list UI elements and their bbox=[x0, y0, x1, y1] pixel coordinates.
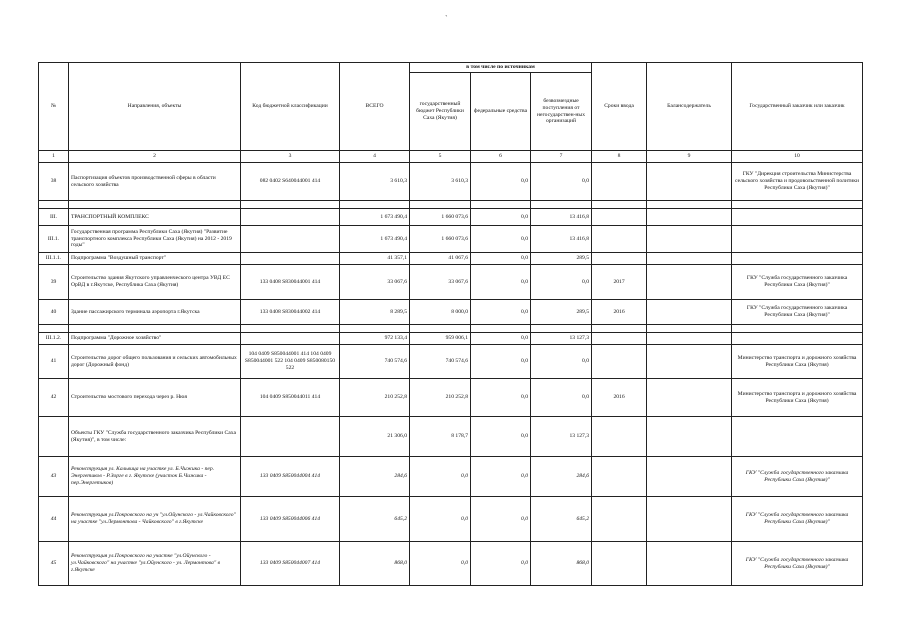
row-customer bbox=[732, 253, 863, 265]
row-customer: Министерство транспорта и дорожного хозяйства Республики Саха (Якутия) bbox=[732, 345, 863, 379]
column-number: 1 bbox=[39, 151, 69, 163]
table-row bbox=[39, 457, 863, 497]
column-number: 10 bbox=[732, 151, 863, 163]
row-total: 33 067,6 bbox=[340, 265, 410, 300]
row-state: 8 178,7 bbox=[410, 417, 471, 457]
row-term: 2016 bbox=[592, 300, 647, 325]
row-term bbox=[592, 497, 647, 542]
row-customer: Министерство транспорта и дорожного хозяйства Республики Саха (Якутия) bbox=[732, 379, 863, 417]
row-code: 133 0408 S830044002 414 bbox=[241, 300, 340, 325]
row-term bbox=[592, 417, 647, 457]
row-state: 1 660 073,6 bbox=[410, 209, 471, 226]
row-code bbox=[241, 209, 340, 226]
header-federal: федеральные средства bbox=[471, 73, 531, 151]
table-row bbox=[39, 497, 863, 542]
header-no: № bbox=[39, 63, 69, 151]
column-number: 9 bbox=[647, 151, 732, 163]
investment-table bbox=[38, 62, 863, 586]
table-row bbox=[39, 417, 863, 457]
row-holder bbox=[647, 345, 732, 379]
row-total: 645,2 bbox=[340, 497, 410, 542]
row-term bbox=[592, 209, 647, 226]
table-row bbox=[39, 333, 863, 345]
row-grants: 645,2 bbox=[531, 497, 592, 542]
column-number: 3 bbox=[241, 151, 340, 163]
row-code bbox=[241, 253, 340, 265]
row-term bbox=[592, 226, 647, 253]
row-federal: 0,0 bbox=[471, 265, 531, 300]
row-federal: 0,0 bbox=[471, 542, 531, 586]
row-state: 8 000,0 bbox=[410, 300, 471, 325]
row-federal: 0,0 bbox=[471, 345, 531, 379]
row-code: 104 0409 S850044011 414 bbox=[241, 379, 340, 417]
row-code bbox=[241, 417, 340, 457]
row-state: 3 610,3 bbox=[410, 163, 471, 201]
header-code: Код бюджетной классификации bbox=[241, 63, 340, 151]
row-no: III. bbox=[39, 209, 69, 226]
row-name: ТРАНСПОРТНЫЙ КОМПЛЕКС bbox=[69, 209, 241, 226]
row-holder bbox=[647, 417, 732, 457]
row-federal: 0,0 bbox=[471, 253, 531, 265]
row-state: 0,0 bbox=[410, 457, 471, 497]
header-sources-group: в том числе по источникам bbox=[410, 63, 592, 73]
row-holder bbox=[647, 226, 732, 253]
header-total: ВСЕГО bbox=[340, 63, 410, 151]
row-total: 8 289,5 bbox=[340, 300, 410, 325]
row-state: 959 006,1 bbox=[410, 333, 471, 345]
row-name: Строительство здания Якутского упрaвленческого центра УВД ЕС ОрВД в г.Якутске, Республика Саха (Якутия) bbox=[69, 265, 241, 300]
row-federal: 0,0 bbox=[471, 226, 531, 253]
row-name: Паспортизация объектов производственной сферы в области сельского хозяйства bbox=[69, 163, 241, 201]
row-customer: ГКУ "Служба государственного заказчика Республики Саха (Якутия)" bbox=[732, 300, 863, 325]
row-name: Строительство мостового перехода через р. Нюя bbox=[69, 379, 241, 417]
column-number: 7 bbox=[531, 151, 592, 163]
table-row bbox=[39, 253, 863, 265]
row-term bbox=[592, 457, 647, 497]
row-total: 1 673 490,4 bbox=[340, 226, 410, 253]
row-no: 38 bbox=[39, 163, 69, 201]
row-total: 210 252,8 bbox=[340, 379, 410, 417]
row-customer: ГКУ "Дирекция строительства Министерства сельского хозяйства и продовольственной политики Республики Саха (Якутия)" bbox=[732, 163, 863, 201]
row-code: 104 0409 S850044001 414 104 0409 S850044001 522 104 0409 S850080150 522 bbox=[241, 345, 340, 379]
row-grants: 289,5 bbox=[531, 253, 592, 265]
row-name: Строительство дорог общего пользования и сельских автомобильных дорог (Дорожный фонд) bbox=[69, 345, 241, 379]
header-holder: Балансодержатель bbox=[647, 63, 732, 151]
row-federal: 0,0 bbox=[471, 300, 531, 325]
row-code bbox=[241, 226, 340, 253]
row-holder bbox=[647, 333, 732, 345]
row-customer bbox=[732, 209, 863, 226]
table-row bbox=[39, 226, 863, 253]
row-name: Реконструкция ул.Покровского на участке "ул.Ойунского - ул.Чайковского" на участке "ул.Ойунского - ул. Лермонтова" в г.Якутске bbox=[69, 542, 241, 586]
header-term: Сроки ввода bbox=[592, 63, 647, 151]
row-holder bbox=[647, 253, 732, 265]
row-federal: 0,0 bbox=[471, 497, 531, 542]
row-grants: 0,0 bbox=[531, 345, 592, 379]
row-name: Подпрограмма "Дорожное хозяйство" bbox=[69, 333, 241, 345]
row-federal: 0,0 bbox=[471, 417, 531, 457]
row-customer: ГКУ "Служба государственного заказчика Республики Саха (Якутия)" bbox=[732, 542, 863, 586]
row-state: 0,0 bbox=[410, 497, 471, 542]
row-total: 972 133,4 bbox=[340, 333, 410, 345]
row-total: 3 610,3 bbox=[340, 163, 410, 201]
row-grants: 13 127,3 bbox=[531, 333, 592, 345]
row-name: Подпрограмма "Воздушный транспорт" bbox=[69, 253, 241, 265]
row-state: 210 252,8 bbox=[410, 379, 471, 417]
header-direction: Направления, объекты bbox=[69, 63, 241, 151]
row-grants: 13 127,3 bbox=[531, 417, 592, 457]
row-customer bbox=[732, 226, 863, 253]
stray-mark: ` bbox=[445, 14, 448, 23]
row-grants: 868,0 bbox=[531, 542, 592, 586]
row-term bbox=[592, 333, 647, 345]
column-number: 2 bbox=[69, 151, 241, 163]
row-total: 740 574,6 bbox=[340, 345, 410, 379]
row-federal: 0,0 bbox=[471, 457, 531, 497]
table-row bbox=[39, 300, 863, 325]
header-customer: Государственный заказчик или заказчик bbox=[732, 63, 863, 151]
row-state: 33 067,6 bbox=[410, 265, 471, 300]
row-state: 0,0 bbox=[410, 542, 471, 586]
row-code: 133 0409 S850044006 414 bbox=[241, 497, 340, 542]
spacer-row bbox=[39, 325, 863, 333]
table-row bbox=[39, 345, 863, 379]
row-state: 1 660 073,6 bbox=[410, 226, 471, 253]
row-holder bbox=[647, 542, 732, 586]
row-customer bbox=[732, 333, 863, 345]
row-no: 41 bbox=[39, 345, 69, 379]
row-customer bbox=[732, 417, 863, 457]
row-holder bbox=[647, 300, 732, 325]
row-total: 41 357,1 bbox=[340, 253, 410, 265]
row-no bbox=[39, 417, 69, 457]
row-code bbox=[241, 333, 340, 345]
row-no: 44 bbox=[39, 497, 69, 542]
row-holder bbox=[647, 163, 732, 201]
row-term: 2016 bbox=[592, 379, 647, 417]
row-no: 39 bbox=[39, 265, 69, 300]
row-no: 40 bbox=[39, 300, 69, 325]
spacer-row bbox=[39, 201, 863, 209]
row-term bbox=[592, 163, 647, 201]
column-number: 5 bbox=[410, 151, 471, 163]
row-term bbox=[592, 253, 647, 265]
row-no: 42 bbox=[39, 379, 69, 417]
row-total: 868,0 bbox=[340, 542, 410, 586]
row-grants: 0,0 bbox=[531, 265, 592, 300]
row-state: 41 067,6 bbox=[410, 253, 471, 265]
row-holder bbox=[647, 265, 732, 300]
header-state-budget: государственный бюджет Республики Саха (Якутия) bbox=[410, 73, 471, 151]
row-federal: 0,0 bbox=[471, 163, 531, 201]
row-holder bbox=[647, 379, 732, 417]
table-row bbox=[39, 265, 863, 300]
row-no: III.1. bbox=[39, 226, 69, 253]
table-row bbox=[39, 163, 863, 201]
table-row bbox=[39, 209, 863, 226]
row-name: Объекты ГКУ "Служба государственного заказчика Республики Саха (Якутия)", в том числе: bbox=[69, 417, 241, 457]
row-holder bbox=[647, 209, 732, 226]
row-term bbox=[592, 345, 647, 379]
row-no: 45 bbox=[39, 542, 69, 586]
row-customer: ГКУ "Служба государственного заказчика Республики Саха (Якутия)" bbox=[732, 457, 863, 497]
row-grants: 0,0 bbox=[531, 379, 592, 417]
row-code: 133 0409 S850044007 414 bbox=[241, 542, 340, 586]
row-customer: ГКУ "Служба государственного заказчика Республики Саха (Якутия)" bbox=[732, 497, 863, 542]
column-number: 6 bbox=[471, 151, 531, 163]
row-grants: 0,0 bbox=[531, 163, 592, 201]
row-total: 284,6 bbox=[340, 457, 410, 497]
row-grants: 284,6 bbox=[531, 457, 592, 497]
row-total: 21 306,0 bbox=[340, 417, 410, 457]
row-name: Реконструкция ул. Кальвица на участке ул. Б.Чижика - пер. Энергетиков - Р.Зорге в г. Якутске (участок Б.Чижика - пер.Энергетиков) bbox=[69, 457, 241, 497]
row-federal: 0,0 bbox=[471, 379, 531, 417]
row-name: Здание пассажирского терминала аэропорта г.Якутска bbox=[69, 300, 241, 325]
row-term: 2017 bbox=[592, 265, 647, 300]
row-total: 1 673 490,4 bbox=[340, 209, 410, 226]
column-number: 4 bbox=[340, 151, 410, 163]
row-grants: 13 416,8 bbox=[531, 209, 592, 226]
row-customer: ГКУ "Служба государственного заказчика Республики Саха (Якутия)" bbox=[732, 265, 863, 300]
column-number-row bbox=[39, 151, 863, 163]
table-row bbox=[39, 542, 863, 586]
row-no: III.1.1. bbox=[39, 253, 69, 265]
row-state: 740 574,6 bbox=[410, 345, 471, 379]
column-number: 8 bbox=[592, 151, 647, 163]
row-name: Реконструкция ул.Покровского на уч "ул.Ойунского - ул.Чайковского" на участке "ул.Лермонтова - Чайковского" в г.Якутске bbox=[69, 497, 241, 542]
row-code: 133 0409 S850044004 414 bbox=[241, 457, 340, 497]
row-term bbox=[592, 542, 647, 586]
table-row bbox=[39, 379, 863, 417]
row-code: 133 0408 S830044001 414 bbox=[241, 265, 340, 300]
row-name: Государственная программа Республики Саха (Якутия) "Развитие транспортного комплекса Республики Саха (Якутия) на 2012 - 2019 годы" bbox=[69, 226, 241, 253]
row-no: 43 bbox=[39, 457, 69, 497]
row-grants: 289,5 bbox=[531, 300, 592, 325]
row-no: III.1.2. bbox=[39, 333, 69, 345]
row-holder bbox=[647, 457, 732, 497]
row-holder bbox=[647, 497, 732, 542]
row-code: 082 0402 S640044001 414 bbox=[241, 163, 340, 201]
row-grants: 13 416,8 bbox=[531, 226, 592, 253]
row-federal: 0,0 bbox=[471, 209, 531, 226]
header-grants: безвозмездные поступления от негосударствен-ных организаций bbox=[531, 73, 592, 151]
row-federal: 0,0 bbox=[471, 333, 531, 345]
